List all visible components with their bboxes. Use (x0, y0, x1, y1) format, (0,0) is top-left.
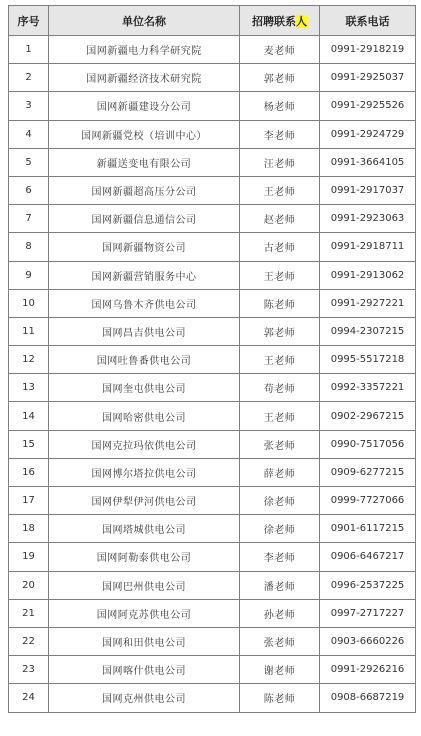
table-row (9, 627, 416, 655)
cell-phone: 0991-2917037 (320, 176, 416, 204)
cell-phone: 0991-2924729 (320, 120, 416, 148)
cell-no: 17 (9, 487, 49, 515)
cell-name: 国网新疆党校（培训中心） (49, 120, 240, 148)
cell-contact: 郭老师 (240, 64, 320, 92)
cell-no: 23 (9, 656, 49, 684)
cell-name: 国网阿克苏供电公司 (49, 599, 240, 627)
header-no: 序号 (9, 6, 49, 36)
table-row (9, 402, 416, 430)
table-row (9, 599, 416, 627)
table-row (9, 120, 416, 148)
cell-no: 9 (9, 261, 49, 289)
cell-no: 14 (9, 402, 49, 430)
header-contact-highlight: 人 (296, 14, 307, 28)
cell-phone: 0908-6687219 (320, 684, 416, 712)
cell-name: 国网新疆电力科学研究院 (49, 36, 240, 64)
table-row (9, 148, 416, 176)
cell-name: 国网新疆营销服务中心 (49, 261, 240, 289)
cell-contact: 潘老师 (240, 571, 320, 599)
recruitment-contact-table (8, 5, 416, 713)
cell-name: 新疆送变电有限公司 (49, 148, 240, 176)
cell-no: 3 (9, 92, 49, 120)
cell-contact: 王老师 (240, 176, 320, 204)
cell-name: 国网喀什供电公司 (49, 656, 240, 684)
cell-name: 国网和田供电公司 (49, 627, 240, 655)
cell-name: 国网塔城供电公司 (49, 515, 240, 543)
cell-no: 8 (9, 233, 49, 261)
cell-no: 16 (9, 458, 49, 486)
cell-no: 2 (9, 64, 49, 92)
cell-no: 21 (9, 599, 49, 627)
table-row (9, 571, 416, 599)
cell-phone: 0999-7727066 (320, 487, 416, 515)
cell-contact: 陈老师 (240, 289, 320, 317)
cell-phone: 0995-5517218 (320, 346, 416, 374)
cell-name: 国网吐鲁番供电公司 (49, 346, 240, 374)
cell-name: 国网新疆信息通信公司 (49, 205, 240, 233)
table-row (9, 656, 416, 684)
cell-name: 国网昌吉供电公司 (49, 317, 240, 345)
cell-no: 7 (9, 205, 49, 233)
cell-name: 国网克拉玛依供电公司 (49, 430, 240, 458)
cell-contact: 王老师 (240, 346, 320, 374)
cell-contact: 孙老师 (240, 599, 320, 627)
cell-name: 国网新疆建设分公司 (49, 92, 240, 120)
cell-contact: 汪老师 (240, 148, 320, 176)
cell-contact: 李老师 (240, 543, 320, 571)
cell-contact: 薛老师 (240, 458, 320, 486)
cell-name: 国网哈密供电公司 (49, 402, 240, 430)
cell-name: 国网奎屯供电公司 (49, 374, 240, 402)
cell-contact: 王老师 (240, 261, 320, 289)
cell-contact: 麦老师 (240, 36, 320, 64)
cell-phone: 0996-2537225 (320, 571, 416, 599)
cell-contact: 苟老师 (240, 374, 320, 402)
header-contact (240, 6, 320, 36)
cell-no: 20 (9, 571, 49, 599)
cell-phone: 0906-6467217 (320, 543, 416, 571)
cell-name: 国网新疆经济技术研究院 (49, 64, 240, 92)
table-row (9, 543, 416, 571)
cell-phone: 0997-2717227 (320, 599, 416, 627)
table-row (9, 92, 416, 120)
cell-phone: 0992-3357221 (320, 374, 416, 402)
cell-no: 22 (9, 627, 49, 655)
cell-no: 15 (9, 430, 49, 458)
cell-name: 国网克州供电公司 (49, 684, 240, 712)
cell-name: 国网新疆超高压分公司 (49, 176, 240, 204)
cell-phone: 0991-2927221 (320, 289, 416, 317)
table-row (9, 515, 416, 543)
table-row (9, 36, 416, 64)
cell-name: 国网乌鲁木齐供电公司 (49, 289, 240, 317)
cell-no: 13 (9, 374, 49, 402)
cell-phone: 0991-2926216 (320, 656, 416, 684)
table-row (9, 346, 416, 374)
cell-name: 国网阿勒泰供电公司 (49, 543, 240, 571)
table-row (9, 374, 416, 402)
recruitment-contact-table-wrapper (8, 5, 415, 713)
table-body (9, 36, 416, 713)
cell-phone: 0991-2923063 (320, 205, 416, 233)
cell-no: 10 (9, 289, 49, 317)
cell-name: 国网巴州供电公司 (49, 571, 240, 599)
cell-contact: 李老师 (240, 120, 320, 148)
table-row (9, 205, 416, 233)
table-row (9, 64, 416, 92)
cell-contact: 徐老师 (240, 515, 320, 543)
cell-contact: 郭老师 (240, 317, 320, 345)
table-row (9, 487, 416, 515)
cell-no: 1 (9, 36, 49, 64)
table-row (9, 684, 416, 712)
cell-no: 4 (9, 120, 49, 148)
table-row (9, 289, 416, 317)
cell-name: 国网新疆物资公司 (49, 233, 240, 261)
cell-phone: 0902-2967215 (320, 402, 416, 430)
cell-phone: 0991-2918711 (320, 233, 416, 261)
table-row (9, 233, 416, 261)
cell-phone: 0903-6660226 (320, 627, 416, 655)
cell-phone: 0991-2913062 (320, 261, 416, 289)
cell-no: 19 (9, 543, 49, 571)
table-row (9, 458, 416, 486)
table-header-row (9, 6, 416, 36)
table-row (9, 430, 416, 458)
cell-no: 18 (9, 515, 49, 543)
cell-contact: 陈老师 (240, 684, 320, 712)
cell-phone: 0990-7517056 (320, 430, 416, 458)
cell-contact: 古老师 (240, 233, 320, 261)
table-row (9, 317, 416, 345)
cell-phone: 0991-3664105 (320, 148, 416, 176)
cell-phone: 0994-2307215 (320, 317, 416, 345)
cell-contact: 杨老师 (240, 92, 320, 120)
header-contact-prefix: 招聘联系 (252, 14, 296, 28)
cell-no: 12 (9, 346, 49, 374)
cell-no: 6 (9, 176, 49, 204)
cell-contact: 张老师 (240, 430, 320, 458)
cell-phone: 0901-6117215 (320, 515, 416, 543)
cell-contact: 赵老师 (240, 205, 320, 233)
cell-no: 5 (9, 148, 49, 176)
table-row (9, 261, 416, 289)
cell-phone: 0991-2925037 (320, 64, 416, 92)
table-row (9, 176, 416, 204)
cell-name: 国网博尔塔拉供电公司 (49, 458, 240, 486)
cell-no: 11 (9, 317, 49, 345)
cell-phone: 0991-2925526 (320, 92, 416, 120)
cell-name: 国网伊犁伊河供电公司 (49, 487, 240, 515)
header-unit-name: 单位名称 (49, 6, 240, 36)
cell-phone: 0909-6277215 (320, 458, 416, 486)
cell-phone: 0991-2918219 (320, 36, 416, 64)
cell-contact: 王老师 (240, 402, 320, 430)
cell-contact: 张老师 (240, 627, 320, 655)
cell-contact: 徐老师 (240, 487, 320, 515)
cell-contact: 谢老师 (240, 656, 320, 684)
header-phone: 联系电话 (320, 6, 416, 36)
cell-no: 24 (9, 684, 49, 712)
